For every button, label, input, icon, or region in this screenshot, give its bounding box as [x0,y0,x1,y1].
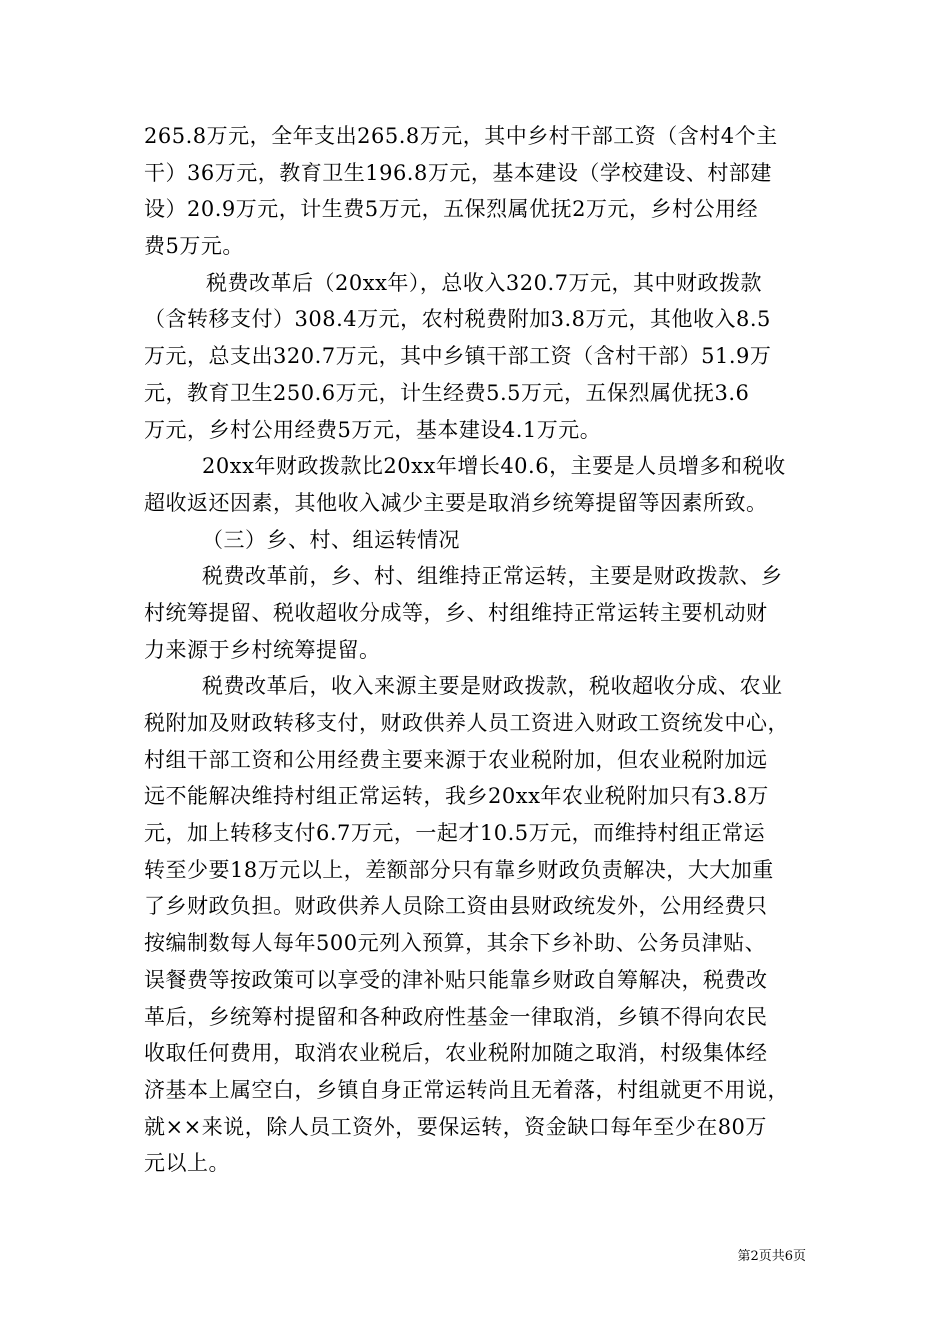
text-line: 万元，总支出320.7万元，其中乡镇干部工资（含村干部）51.9万 [144,344,772,369]
text-line: 村组干部工资和公用经费主要来源于农业税附加，但农业税附加远 [144,747,768,772]
text-line: 误餐费等按政策可以享受的津补贴只能靠乡财政自筹解决，税费改 [144,967,768,992]
text-line: 万元，乡村公用经费5万元，基本建设4.1万元。 [144,417,602,442]
text-line: 干）36万元，教育卫生196.8万元，基本建设（学校建设、村部建 [144,160,772,185]
text-line: 元，加上转移支付6.7万元，一起才10.5万元，而维持村组正常运 [144,821,766,846]
text-line: 税附加及财政转移支付，财政供养人员工资进入财政工资统发中心， [144,711,789,735]
text-line: 村统筹提留、税收超收分成等，乡、村组维持正常运转主要机动财 [144,600,768,625]
text-line: 265.8万元，全年支出265.8万元，其中乡村干部工资（含村4个主 [144,124,778,148]
text-line: 税费改革前，乡、村、组维持正常运转，主要是财政拨款、乡 [202,564,783,589]
text-line: 元，教育卫生250.6万元，计生经费5.5万元，五保烈属优抚3.6 [144,380,750,405]
text-line: 税费改革后（20xx年），总收入320.7万元，其中财政拨款 [206,270,763,295]
text-line: 远不能解决维持村组正常运转，我乡20xx年农业税附加只有3.8万 [144,784,769,809]
text-line: （含转移支付）308.4万元，农村税费附加3.8万元，其他收入8.5 [144,307,771,332]
text-line: 元以上。 [144,1151,230,1176]
text-line: 转至少要18万元以上，差额部分只有靠乡财政负责解决，大大加重 [144,857,774,882]
text-line: 收取任何费用，取消农业税后，农业税附加随之取消，村级集体经 [144,1041,768,1066]
text-line: 费5万元。 [144,234,244,259]
body-text [144,118,844,1182]
page-number-footer: 第2页共6页 [737,1249,806,1264]
text-line: 力来源于乡村统筹提留。 [144,637,381,662]
text-line: （三）乡、村、组运转情况 [202,527,460,552]
text-line: 了乡财政负担。财政供养人员除工资由县财政统发外，公用经费只 [144,894,768,919]
text-line: 革后，乡统筹村提留和各种政府性基金一律取消，乡镇不得向农民 [144,1004,768,1029]
text-line: 超收返还因素，其他收入减少主要是取消乡统筹提留等因素所致。 [144,490,768,515]
text-line: 20xx年财政拨款比20xx年增长40.6，主要是人员增多和税收 [202,454,786,479]
text-line: 济基本上属空白，乡镇自身正常运转尚且无着落，村组就更不用说， [144,1077,789,1102]
text-line: 税费改革后，收入来源主要是财政拨款，税收超收分成、农业 [202,674,783,699]
text-line: 按编制数每人每年500元列入预算，其余下乡补助、公务员津贴、 [144,931,767,956]
text-line: 就××来说，除人员工资外，要保运转，资金缺口每年至少在80万 [144,1114,767,1139]
text-line: 设）20.9万元，计生费5万元，五保烈属优抚2万元，乡村公用经 [144,197,758,222]
